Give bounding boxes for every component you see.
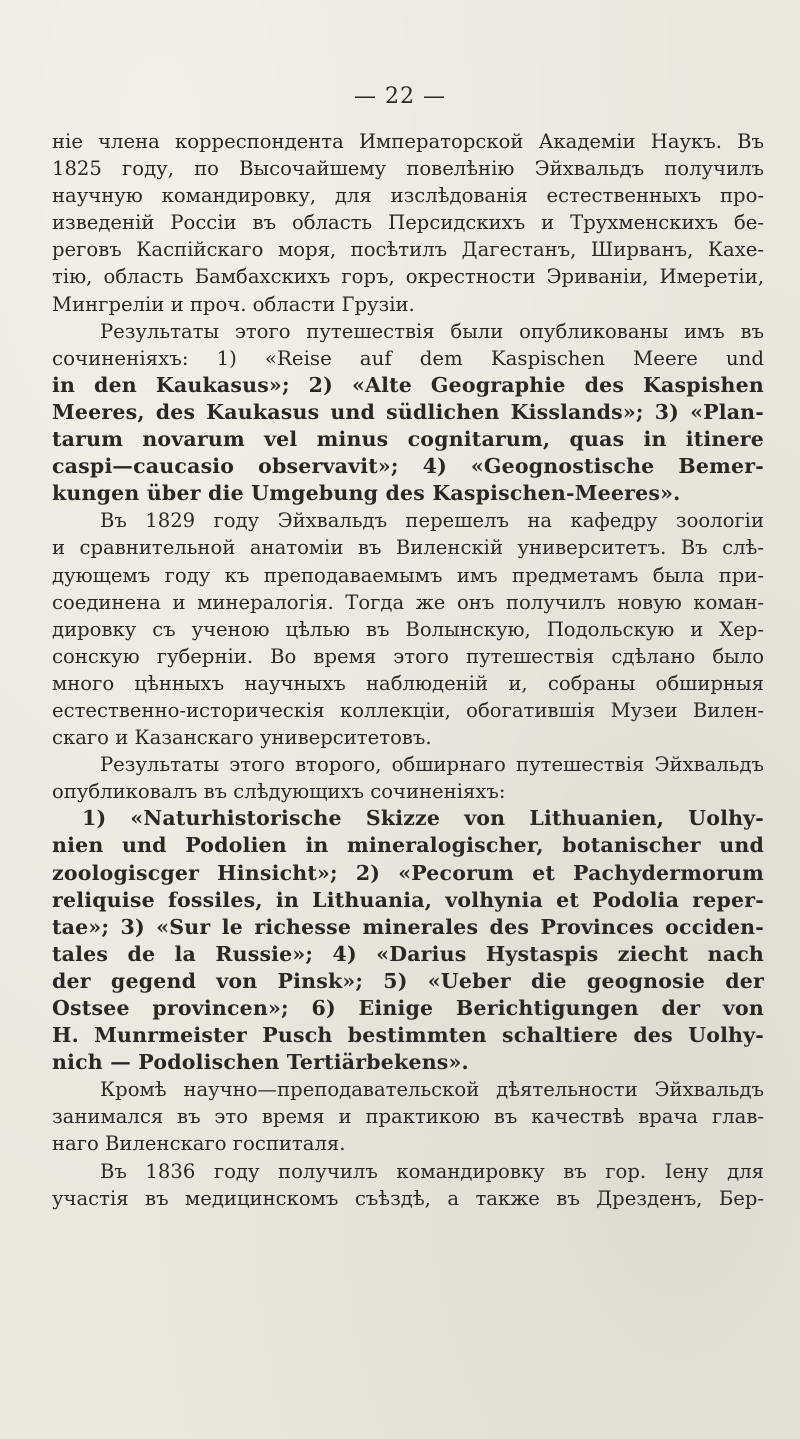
text-line: reliquise fossiles, in Lithuania, volhynia et Podolia reper-: [52, 887, 764, 912]
text-line: скаго и Казанскаго университетовъ.: [52, 726, 432, 750]
page-number: — 22 —: [354, 84, 446, 109]
text-line: Кромѣ научно—преподавательской дѣятельности Эйхвальдъ: [100, 1078, 764, 1102]
text-line: H. Munrmeister Pusch bestimmten schaltiere des Uolhy-: [52, 1023, 764, 1048]
text-line: соединена и минералогія. Тогда же онъ получилъ новую коман-: [52, 590, 764, 614]
text-line: Мингреліи и проч. области Грузіи.: [52, 292, 415, 316]
text-line: участія въ медицинскомъ съѣздѣ, а также въ Дрезденъ, Бер-: [52, 1186, 764, 1210]
text-line: tarum novarum vel minus cognitarum, quas in itinere: [52, 427, 764, 452]
text-line: nien und Podolien in mineralogischer, botanischer und: [52, 833, 764, 858]
text-line: много цѣнныхъ научныхъ наблюденій и, собраны обширныя: [52, 671, 764, 695]
text-line: 1825 году, по Высочайшему повелѣнію Эйхвальдъ получилъ: [52, 157, 764, 181]
text-line: tales de la Russie»; 4) «Darius Hystaspis ziecht nach: [52, 941, 764, 966]
text-line: тію, область Бамбахскихъ горъ, окрестности Эриваніи, Имеретіи,: [52, 265, 764, 289]
text-line: естественно-историческія коллекціи, обогатившія Музеи Вилен-: [52, 698, 764, 722]
text-line: 1) «Naturhistorische Skizze von Lithuanien, Uolhy-: [82, 806, 764, 831]
text-line: Въ 1829 году Эйхвальдъ перешелъ на кафедру зоологіи: [100, 509, 764, 533]
text-line: занимался въ это время и практикою въ качествѣ врача глав-: [52, 1105, 764, 1129]
text-line: Въ 1836 году получилъ командировку въ гор. Іену для: [100, 1159, 764, 1183]
text-line: Meeres, des Kaukasus und südlichen Kisslands»; 3) «Plan-: [52, 399, 764, 424]
text-line: реговъ Каспійскаго моря, посѣтилъ Дагестанъ, Ширванъ, Кахе-: [52, 238, 764, 262]
text-line: caspi—caucasio observavit»; 4) «Geognostische Bemer-: [52, 454, 764, 479]
text-line: zoologiscger Hinsicht»; 2) «Pecorum et Pachydermorum: [52, 860, 764, 885]
text-line: сонскую губерніи. Во время этого путешествія сдѣлано было: [52, 644, 764, 668]
text-line: дующемъ году къ преподаваемымъ имъ предметамъ была при-: [52, 563, 764, 587]
text-line: изведеній Россіи въ область Персидскихъ и Трухменскихъ бе-: [52, 211, 764, 235]
text-line: in den Kaukasus»; 2) «Alte Geographie des Kaspishen: [52, 372, 764, 397]
text-line: научную командировку, для изслѣдованія естественныхъ про-: [52, 184, 764, 208]
text-line: Результаты этого второго, обширнаго путешествія Эйхвальдъ: [100, 753, 764, 777]
text-line: nich — Podolischen Tertiärbekens».: [52, 1050, 469, 1075]
text-line: сочиненіяхъ: 1) «Reise auf dem Kaspischen Meere und: [52, 346, 764, 370]
body-text: [52, 128, 764, 1212]
text-line: Результаты этого путешествія были опубликованы имъ въ: [100, 319, 764, 343]
text-line: дировку съ ученою цѣлью въ Волынскую, Подольскую и Хер-: [52, 617, 764, 641]
text-line: kungen über die Umgebung des Kaspischen-Meeres».: [52, 481, 681, 506]
text-line: ніе члена корреспондента Императорской Академіи Наукъ. Въ: [52, 130, 764, 153]
text-line: наго Виленскаго госпиталя.: [52, 1132, 346, 1156]
text-line: опубликовалъ въ слѣдующихъ сочиненіяхъ:: [52, 780, 506, 804]
text-line: der gegend von Pinsk»; 5) «Ueber die geognosie der: [52, 968, 764, 993]
text-line: Ostsee provincen»; 6) Einige Berichtigungen der von: [52, 996, 764, 1020]
text-line: и сравнительной анатоміи въ Виленскій университетъ. Въ слѣ-: [52, 536, 764, 560]
text-line: tae»; 3) «Sur le richesse minerales des Provinces occiden-: [52, 914, 764, 939]
